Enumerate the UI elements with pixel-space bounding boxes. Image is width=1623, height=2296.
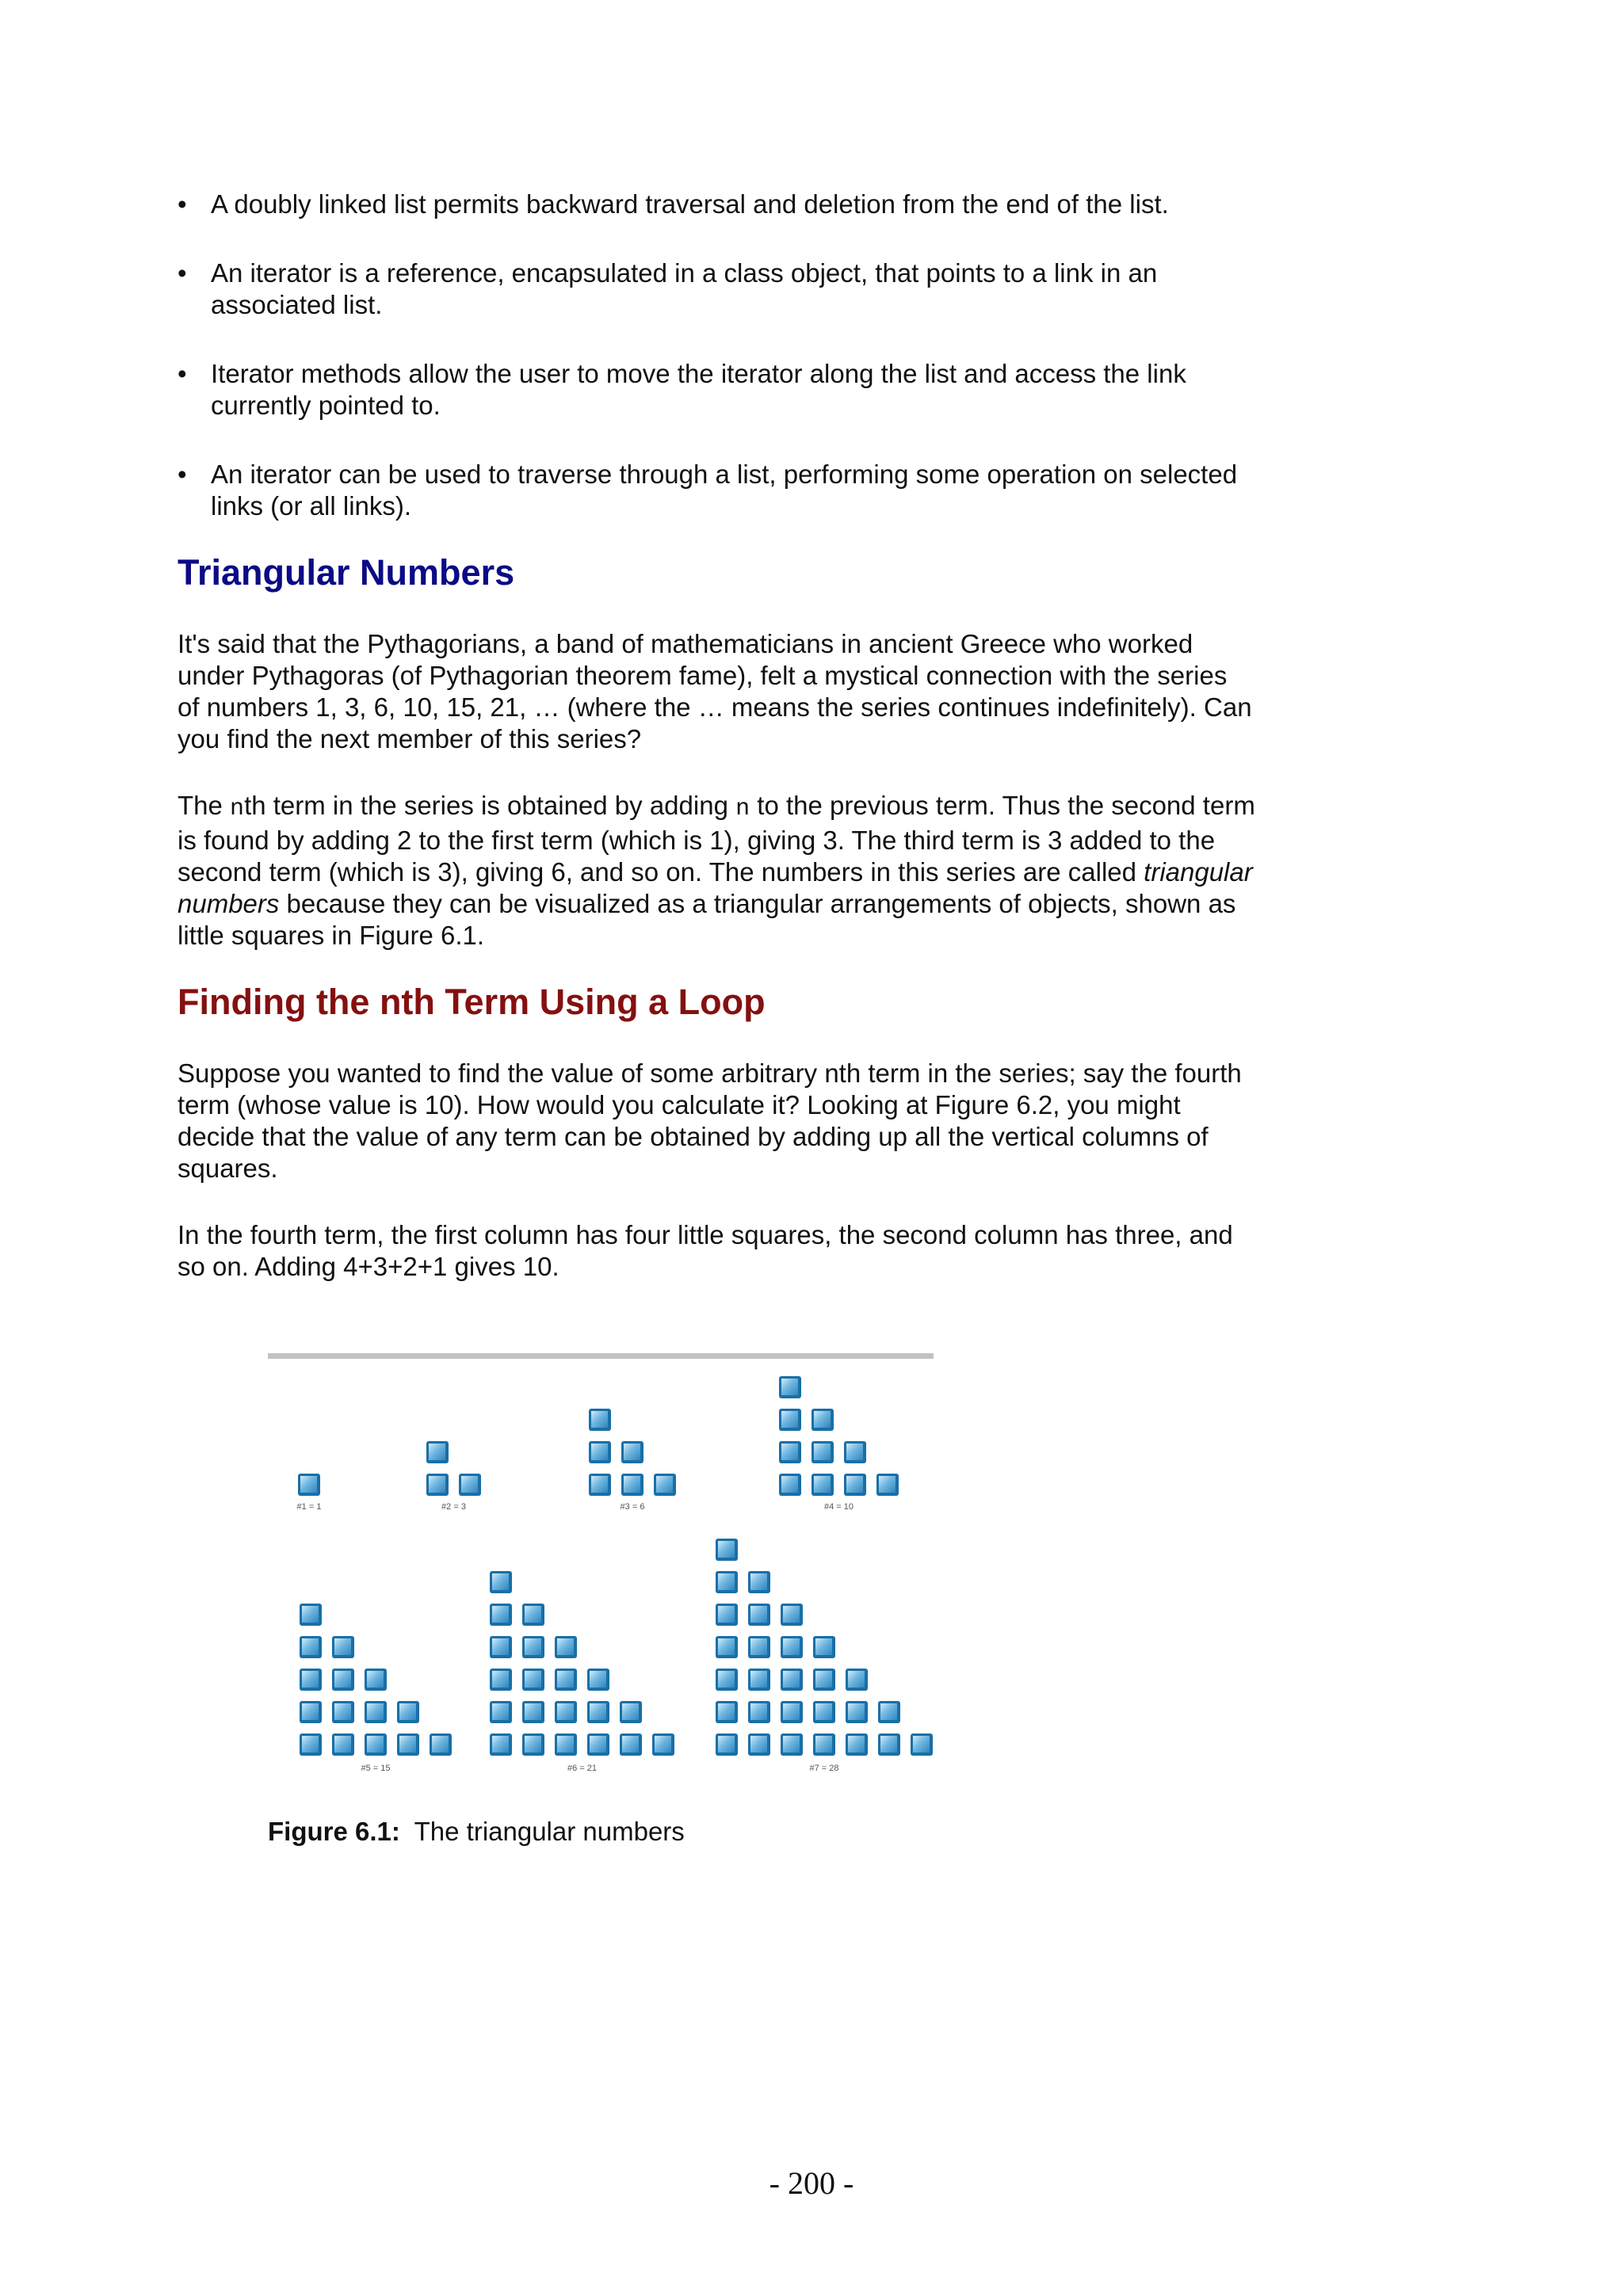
triangle-figure-4 bbox=[779, 1376, 899, 1512]
square-face bbox=[429, 1444, 445, 1460]
list-item: • A doubly linked list permits backward traversal and deletion from the end of the list. bbox=[178, 189, 1169, 219]
square-face bbox=[302, 1736, 319, 1753]
square-face bbox=[815, 1638, 832, 1655]
square-face bbox=[848, 1736, 865, 1753]
triangle-label: #1 = 1 bbox=[296, 1502, 322, 1512]
square-face bbox=[557, 1736, 574, 1753]
square-face bbox=[783, 1736, 800, 1753]
square-face bbox=[880, 1703, 897, 1720]
square-face bbox=[879, 1476, 896, 1493]
square-face bbox=[300, 1476, 317, 1493]
square-face bbox=[367, 1671, 384, 1688]
square-face bbox=[781, 1444, 798, 1460]
triangle-figure-2 bbox=[426, 1441, 481, 1512]
figure-caption: Figure 6.1: The triangular numbers bbox=[268, 1817, 685, 1846]
list-item: • An iterator is a reference, encapsulated in a class object, that points to a link in an associated list. bbox=[178, 258, 1158, 319]
square-face bbox=[718, 1606, 735, 1623]
square-face bbox=[750, 1736, 767, 1753]
section-heading-triangular-numbers: Triangular Numbers bbox=[178, 552, 515, 593]
triangle-figure-3 bbox=[589, 1409, 676, 1512]
figure-top-rule bbox=[268, 1353, 934, 1359]
paragraph-arbitrary-term: Suppose you wanted to find the value of some arbitrary nth term in the series; say the fourth term (whose value is 10). How would you calculate it? Looking at Figure 6.2, you might decide that the value of any term can be obtained by adding up all the vertical columns of squares. bbox=[178, 1058, 1242, 1183]
square-face bbox=[557, 1671, 574, 1688]
bullet-icon: • bbox=[178, 258, 187, 288]
square-face bbox=[750, 1703, 767, 1720]
square-face bbox=[591, 1444, 608, 1460]
square-face bbox=[750, 1638, 767, 1655]
square-face bbox=[492, 1671, 509, 1688]
square-face bbox=[846, 1476, 863, 1493]
square-face bbox=[814, 1444, 831, 1460]
square-face bbox=[814, 1411, 831, 1428]
square-face bbox=[781, 1476, 798, 1493]
square-face bbox=[913, 1736, 930, 1753]
square-face bbox=[367, 1736, 384, 1753]
square-face bbox=[557, 1638, 574, 1655]
triangle-label: #3 = 6 bbox=[620, 1502, 645, 1512]
paragraph-fourth-term: In the fourth term, the first column has four little squares, the second column has three, and so on. Adding 4+3+2+1 gives 10. bbox=[178, 1220, 1233, 1281]
square-face bbox=[781, 1379, 798, 1395]
triangle-figure-7 bbox=[716, 1539, 933, 1771]
paragraph-pythagorians: It's said that the Pythagorians, a band of mathematicians in ancient Greece who worked under Pythagoras (of Pythagorian theorem fame), felt a mystical connection with the series of numbers 1, 3, 6, 10, 15, 21, … (where the … means the series continues indefinitely). Can you find the next member of this series? bbox=[178, 629, 1252, 753]
square-face bbox=[718, 1573, 735, 1590]
square-face bbox=[302, 1606, 319, 1623]
square-face bbox=[815, 1736, 832, 1753]
square-face bbox=[525, 1736, 541, 1753]
square-face bbox=[525, 1638, 541, 1655]
square-face bbox=[656, 1476, 673, 1493]
section-heading-finding-nth-term: Finding the nth Term Using a Loop bbox=[178, 982, 766, 1022]
square-face bbox=[492, 1606, 509, 1623]
square-face bbox=[432, 1736, 449, 1753]
square-face bbox=[302, 1638, 319, 1655]
square-face bbox=[591, 1476, 608, 1493]
paragraph-nth-term: The nth term in the series is obtained by adding n to the previous term. Thus the second term is found by adding 2 to the first term (which is 1), giving 3. The third term is 3 added to the second term (which is 3), giving 6, and so on. The numbers in this series are called triangular numbers because they can be visualized as a triangular arrangements of objects, shown as little squares in Figure 6.1. bbox=[178, 791, 1255, 950]
main-content bbox=[178, 189, 1255, 1283]
square-face bbox=[367, 1703, 384, 1720]
triangle-label: #2 = 3 bbox=[441, 1502, 466, 1512]
square-face bbox=[302, 1671, 319, 1688]
bullet-icon: • bbox=[178, 460, 187, 489]
square-face bbox=[525, 1703, 541, 1720]
square-face bbox=[655, 1736, 671, 1753]
summary-bullet-list bbox=[178, 189, 1255, 522]
square-face bbox=[880, 1736, 897, 1753]
square-face bbox=[590, 1736, 606, 1753]
square-face bbox=[525, 1606, 541, 1623]
figure-triangular-numbers bbox=[268, 1353, 934, 1775]
square-face bbox=[492, 1736, 509, 1753]
square-face bbox=[302, 1703, 319, 1720]
square-face bbox=[334, 1703, 351, 1720]
bullet-icon: • bbox=[178, 359, 187, 388]
square-face bbox=[429, 1476, 445, 1493]
bullet-icon: • bbox=[178, 189, 187, 219]
square-face bbox=[492, 1638, 509, 1655]
square-face bbox=[783, 1638, 800, 1655]
triangle-figure-5 bbox=[300, 1604, 452, 1771]
triangle-label: #5 = 15 bbox=[361, 1764, 391, 1771]
square-face bbox=[399, 1736, 416, 1753]
square-face bbox=[399, 1703, 416, 1720]
square-face bbox=[750, 1606, 767, 1623]
triangular-numbers-illustration bbox=[268, 1359, 934, 1771]
square-face bbox=[718, 1638, 735, 1655]
triangle-label: #4 = 10 bbox=[823, 1502, 854, 1512]
square-face bbox=[718, 1703, 735, 1720]
triangle-figure-6 bbox=[490, 1571, 674, 1771]
square-face bbox=[557, 1703, 574, 1720]
page-number: - 200 - bbox=[769, 2165, 854, 2201]
square-face bbox=[718, 1541, 735, 1558]
square-face bbox=[718, 1671, 735, 1688]
square-face bbox=[848, 1671, 865, 1688]
square-face bbox=[846, 1444, 863, 1460]
square-face bbox=[718, 1736, 735, 1753]
square-face bbox=[624, 1476, 640, 1493]
square-face bbox=[334, 1736, 351, 1753]
square-face bbox=[492, 1703, 509, 1720]
triangle-label: #7 = 28 bbox=[809, 1764, 839, 1771]
square-face bbox=[334, 1671, 351, 1688]
square-face bbox=[492, 1573, 509, 1590]
square-face bbox=[622, 1703, 639, 1720]
square-face bbox=[783, 1703, 800, 1720]
list-item: • Iterator methods allow the user to move the iterator along the list and access the link currently pointed to. bbox=[178, 359, 1186, 420]
square-face bbox=[814, 1476, 831, 1493]
square-face bbox=[590, 1671, 606, 1688]
triangle-label: #6 = 21 bbox=[567, 1764, 598, 1771]
list-item: • An iterator can be used to traverse through a list, performing some operation on selected links (or all links). bbox=[178, 460, 1238, 521]
square-face bbox=[848, 1703, 865, 1720]
square-face bbox=[815, 1671, 832, 1688]
square-face bbox=[781, 1411, 798, 1428]
triangle-figure-1 bbox=[297, 1474, 322, 1512]
square-face bbox=[783, 1606, 800, 1623]
square-face bbox=[591, 1411, 608, 1428]
square-face bbox=[334, 1638, 351, 1655]
square-face bbox=[750, 1671, 767, 1688]
square-face bbox=[461, 1476, 478, 1493]
square-face bbox=[622, 1736, 639, 1753]
square-face bbox=[525, 1671, 541, 1688]
square-face bbox=[590, 1703, 606, 1720]
square-face bbox=[783, 1671, 800, 1688]
square-face bbox=[815, 1703, 832, 1720]
square-face bbox=[624, 1444, 640, 1460]
square-face bbox=[750, 1573, 767, 1590]
